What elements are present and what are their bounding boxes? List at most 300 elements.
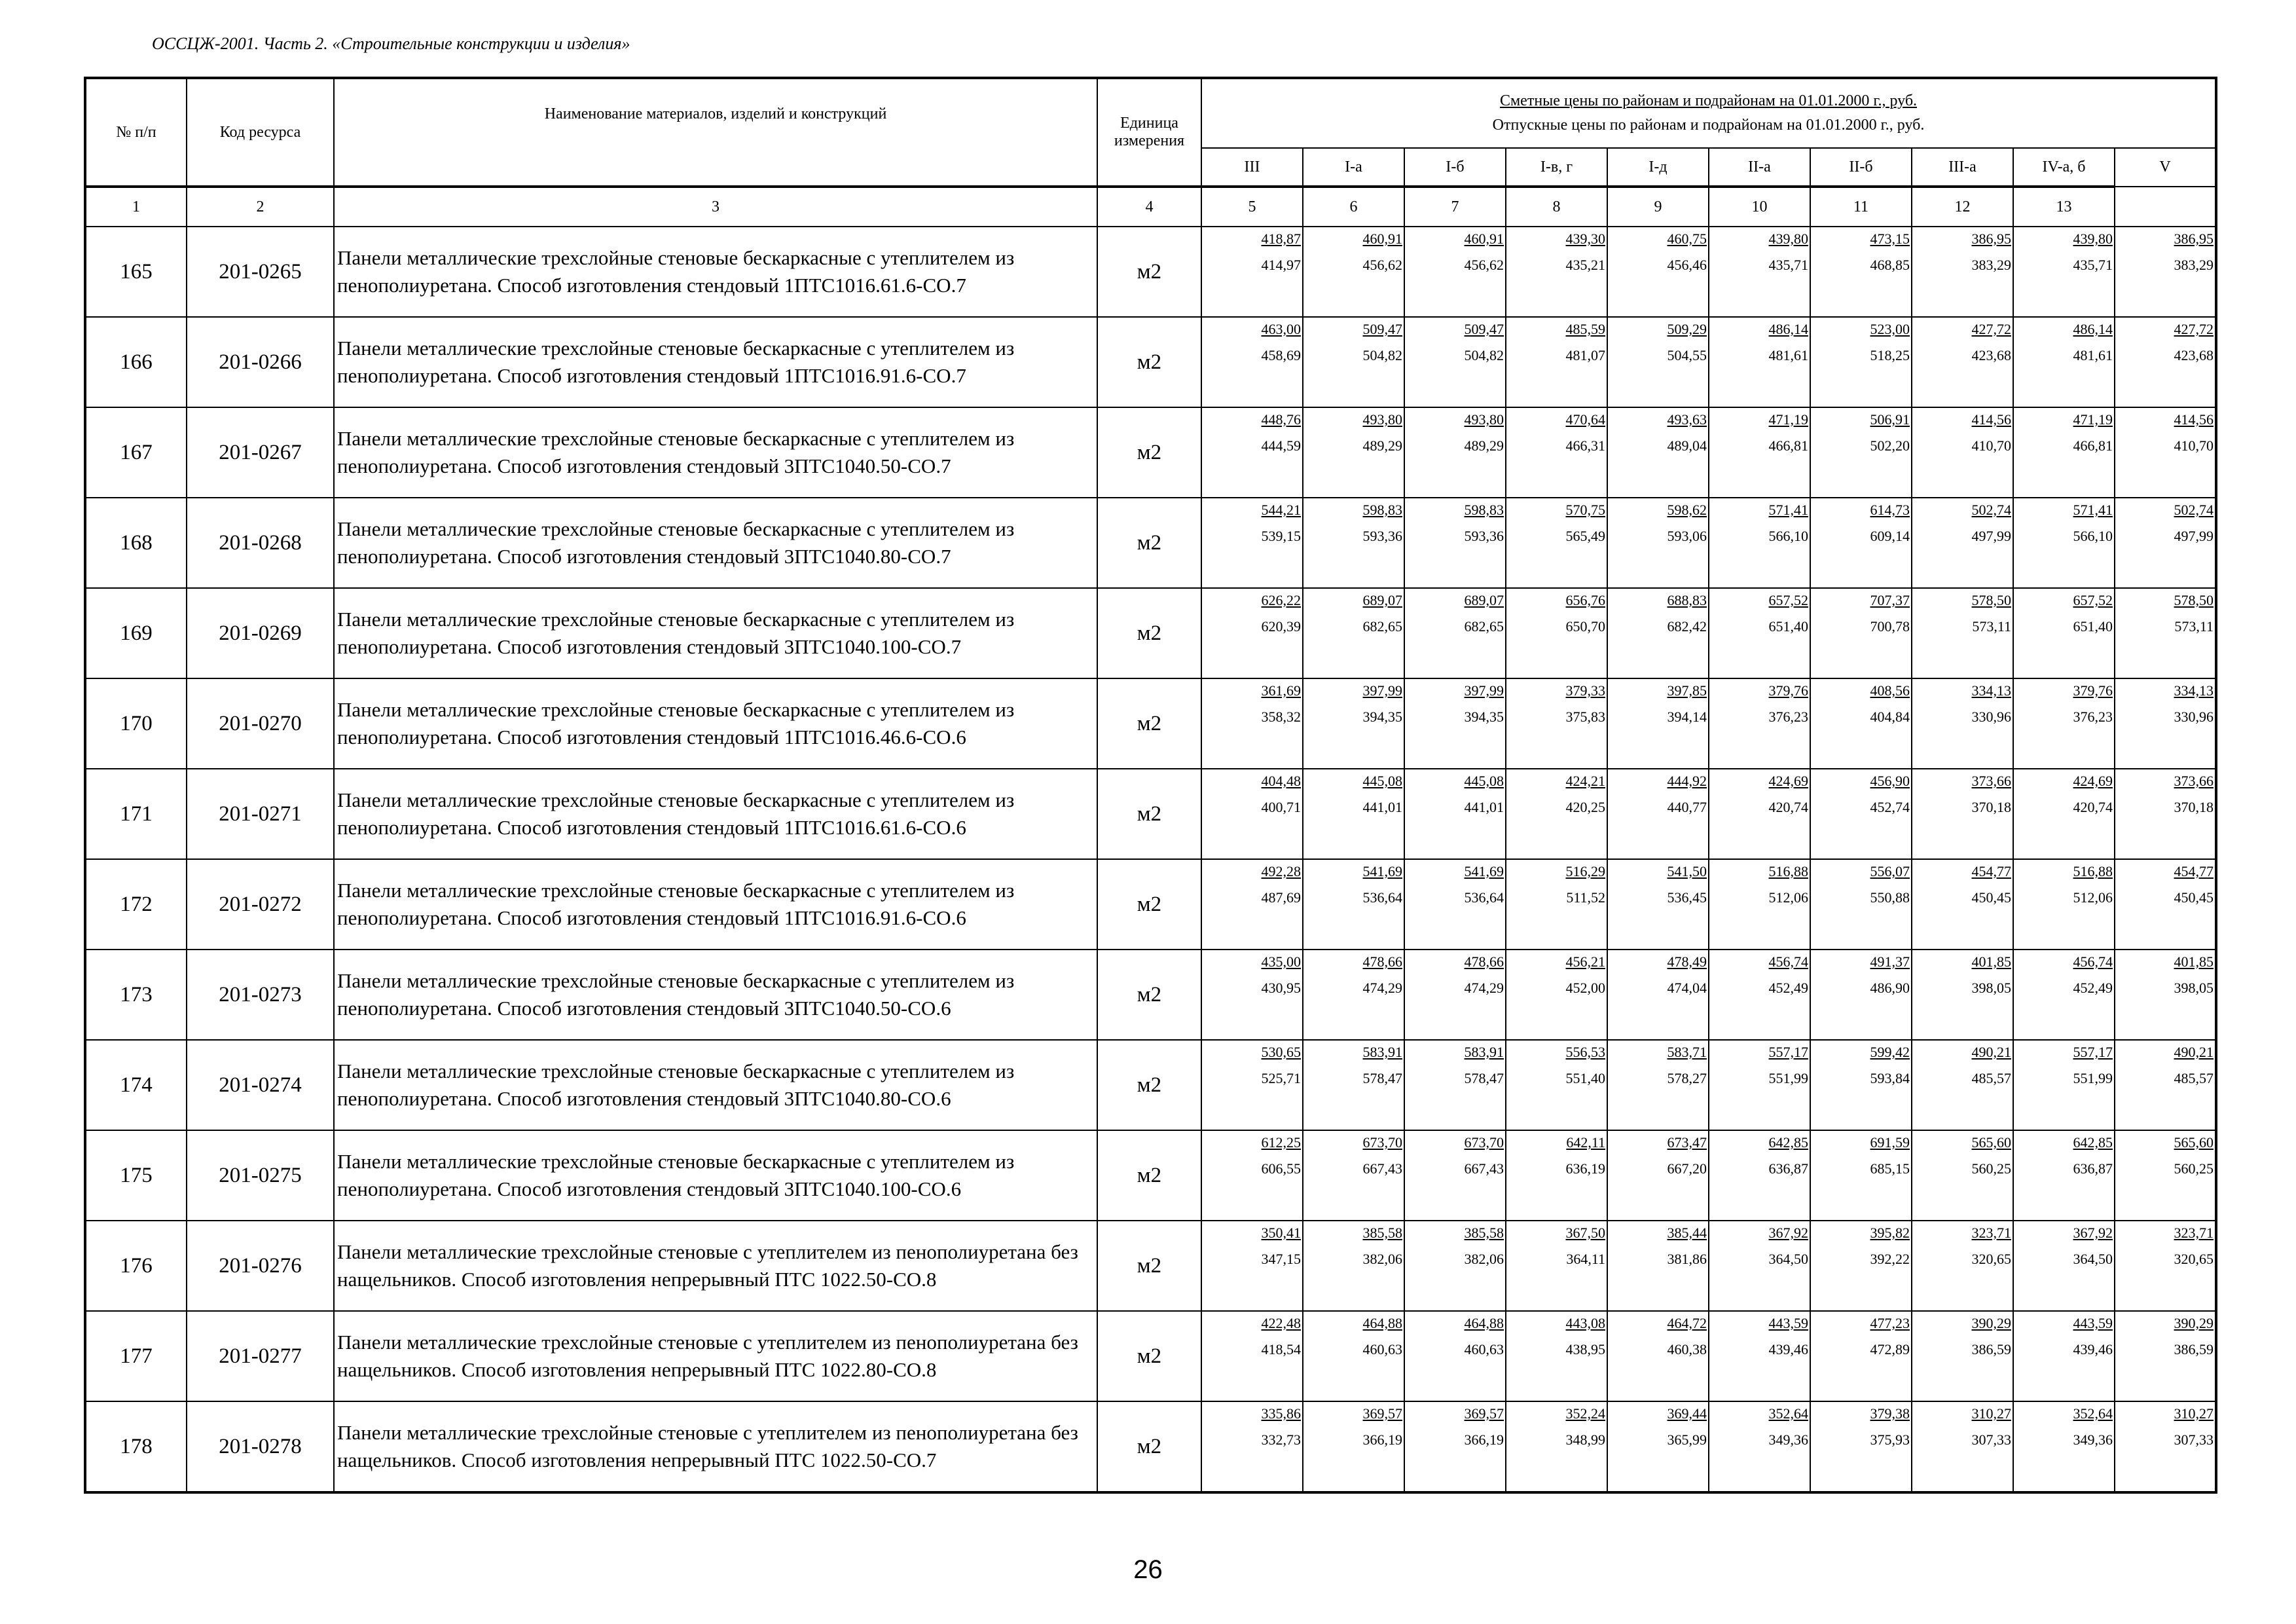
region-header: V: [2115, 148, 2216, 187]
price-cell: [1709, 1311, 1810, 1401]
release-price: 307,33: [1971, 1431, 2011, 1448]
price-cell: [1201, 769, 1303, 859]
release-price: 474,29: [1464, 980, 1504, 996]
estimate-price: 456,74: [2073, 953, 2113, 970]
estimate-price: 493,80: [1464, 411, 1504, 428]
estimate-price: 385,58: [1362, 1225, 1402, 1241]
price-cell: [2013, 1311, 2115, 1401]
price-cell: [2115, 859, 2216, 950]
estimate-price: 571,41: [1768, 502, 1808, 518]
estimate-price: 367,92: [2073, 1225, 2113, 1241]
price-cell: [1810, 1221, 1912, 1311]
price-cell: [1607, 1221, 1709, 1311]
estimate-price: 673,70: [1362, 1134, 1402, 1151]
release-price: 365,99: [1667, 1431, 1707, 1448]
table-row: [85, 317, 2216, 407]
release-price: 609,14: [1870, 528, 1910, 544]
estimate-price: 516,29: [1565, 863, 1605, 879]
release-price: 536,64: [1464, 889, 1504, 906]
estimate-price: 556,53: [1565, 1044, 1605, 1060]
release-price: 474,04: [1667, 980, 1707, 996]
release-price: 485,57: [1971, 1070, 2011, 1086]
release-price: 460,63: [1362, 1341, 1402, 1357]
price-cell: [1709, 950, 1810, 1040]
price-cell: [1810, 950, 1912, 1040]
row-number: 171: [85, 769, 187, 859]
release-price: 650,70: [1565, 618, 1605, 635]
estimate-price: 707,37: [1870, 592, 1910, 608]
price-cell: [2115, 1311, 2216, 1401]
price-cell: [1607, 1401, 1709, 1492]
price-cell: [1506, 1401, 1607, 1492]
price-cell: [1201, 588, 1303, 678]
release-price: 466,81: [2073, 437, 2113, 454]
price-cell: [1404, 317, 1506, 407]
price-cell: [1607, 859, 1709, 950]
resource-code: 201-0273: [187, 950, 334, 1040]
release-price: 420,74: [2073, 799, 2113, 815]
release-price: 435,21: [1565, 257, 1605, 273]
estimate-price: 509,29: [1667, 321, 1707, 337]
release-price: 456,46: [1667, 257, 1707, 273]
estimate-price: 379,38: [1870, 1405, 1910, 1422]
release-price: 460,63: [1464, 1341, 1504, 1357]
resource-code: 201-0276: [187, 1221, 334, 1311]
table-row: [85, 1221, 2216, 1311]
release-price: 452,49: [2073, 980, 2113, 996]
price-cell: [1607, 227, 1709, 317]
estimate-price: 379,33: [1565, 682, 1605, 699]
estimate-price: 478,66: [1362, 953, 1402, 970]
resource-code: 201-0278: [187, 1401, 334, 1492]
price-cell: [1607, 317, 1709, 407]
price-cell: [1709, 1401, 1810, 1492]
estimate-price: 464,72: [1667, 1315, 1707, 1331]
release-price: 394,14: [1667, 709, 1707, 725]
unit-of-measure: м2: [1097, 588, 1201, 678]
price-cell: [1709, 227, 1810, 317]
estimate-price: 448,76: [1261, 411, 1301, 428]
price-cell: [2115, 1401, 2216, 1492]
release-price: 398,05: [2174, 980, 2214, 996]
release-price: 550,88: [1870, 889, 1910, 906]
price-cell: [1404, 950, 1506, 1040]
resource-code: 201-0271: [187, 769, 334, 859]
region-header: I-а: [1303, 148, 1404, 187]
release-price: 481,07: [1565, 347, 1605, 363]
estimate-price: 310,27: [2174, 1405, 2214, 1422]
release-price: 392,22: [1870, 1251, 1910, 1267]
estimate-price: 642,85: [2073, 1134, 2113, 1151]
release-price: 593,84: [1870, 1070, 1910, 1086]
resource-code: 201-0277: [187, 1311, 334, 1401]
release-price: 502,20: [1870, 437, 1910, 454]
release-price: 489,04: [1667, 437, 1707, 454]
release-price: 358,32: [1261, 709, 1301, 725]
release-price: 497,99: [2174, 528, 2214, 544]
price-cell: [2013, 227, 2115, 317]
estimate-price: 397,99: [1464, 682, 1504, 699]
price-cell: [2013, 678, 2115, 769]
estimate-price: 689,07: [1362, 592, 1402, 608]
price-cell: [1506, 950, 1607, 1040]
material-name: Панели металлические трехслойные стеновые бескаркасные с утеплителем из пенополиуретана. Способ изготовления стендовый 3ПТС1040.100-СО.6: [334, 1130, 1097, 1221]
estimate-price: 486,14: [2073, 321, 2113, 337]
price-cell: [1912, 1311, 2013, 1401]
material-name: Панели металлические трехслойные стеновые с утеплителем из пенополиуретана без нащельников. Способ изготовления непрерывный ПТС 1022.50-СО.8: [334, 1221, 1097, 1311]
release-price: 512,06: [2073, 889, 2113, 906]
release-price: 420,74: [1768, 799, 1808, 815]
price-cell: [1506, 1311, 1607, 1401]
estimate-price: 478,49: [1667, 953, 1707, 970]
estimate-price: 334,13: [2174, 682, 2214, 699]
row-number: 169: [85, 588, 187, 678]
estimate-price: 557,17: [1768, 1044, 1808, 1060]
price-cell: [1912, 1401, 2013, 1492]
release-price: 450,45: [2174, 889, 2214, 906]
price-cell: [1709, 678, 1810, 769]
price-cell: [1506, 1130, 1607, 1221]
release-price: 349,36: [1768, 1431, 1808, 1448]
price-cell: [1506, 227, 1607, 317]
release-price: 320,65: [1971, 1251, 2011, 1267]
release-price: 458,69: [1261, 347, 1301, 363]
estimate-price: 492,28: [1261, 863, 1301, 879]
release-price: 468,85: [1870, 257, 1910, 273]
unit-of-measure: м2: [1097, 1130, 1201, 1221]
price-cell: [1201, 227, 1303, 317]
release-price: 511,52: [1566, 889, 1605, 906]
release-price: 410,70: [1971, 437, 2011, 454]
estimate-price: 367,50: [1565, 1225, 1605, 1241]
price-cell: [2013, 407, 2115, 498]
estimate-price: 373,66: [2174, 773, 2214, 789]
price-cell: [2115, 678, 2216, 769]
column-number: 1: [85, 187, 187, 227]
price-cell: [1201, 1040, 1303, 1130]
release-price: 452,74: [1870, 799, 1910, 815]
estimate-price: 571,41: [2073, 502, 2113, 518]
row-number: 176: [85, 1221, 187, 1311]
price-cell: [1506, 407, 1607, 498]
price-cell: [1404, 678, 1506, 769]
release-price: 566,10: [1768, 528, 1808, 544]
price-cell: [1404, 1130, 1506, 1221]
resource-code: 201-0270: [187, 678, 334, 769]
price-cell: [1303, 498, 1404, 588]
table-row: [85, 227, 2216, 317]
release-price: 435,71: [1768, 257, 1808, 273]
estimate-price: 424,21: [1565, 773, 1605, 789]
release-price: 383,29: [2174, 257, 2214, 273]
price-cell: [1810, 1311, 1912, 1401]
price-cell: [1810, 1130, 1912, 1221]
price-cell: [1912, 678, 2013, 769]
release-price: 382,06: [1464, 1251, 1504, 1267]
row-number: 178: [85, 1401, 187, 1492]
estimate-price: 395,82: [1870, 1225, 1910, 1241]
release-price: 578,47: [1464, 1070, 1504, 1086]
release-price: 685,15: [1870, 1160, 1910, 1177]
material-name: Панели металлические трехслойные стеновые бескаркасные с утеплителем из пенополиуретана. Способ изготовления стендовый 1ПТС1016.91.6-СО.6: [334, 859, 1097, 950]
price-cell: [1303, 588, 1404, 678]
unit-of-measure: м2: [1097, 498, 1201, 588]
price-cell: [1912, 1221, 2013, 1311]
price-cell: [1303, 1221, 1404, 1311]
region-header: II-а: [1709, 148, 1810, 187]
release-price: 376,23: [1768, 709, 1808, 725]
release-price: 375,83: [1565, 709, 1605, 725]
release-price: 682,65: [1464, 618, 1504, 635]
estimate-price: 445,08: [1362, 773, 1402, 789]
price-cell: [1506, 769, 1607, 859]
estimate-price: 435,00: [1261, 953, 1301, 970]
release-price: 438,95: [1565, 1341, 1605, 1357]
estimate-price: 310,27: [1971, 1405, 2011, 1422]
release-price: 486,90: [1870, 980, 1910, 996]
estimate-price: 390,29: [2174, 1315, 2214, 1331]
estimate-price: 454,77: [2174, 863, 2214, 879]
release-price: 330,96: [1971, 709, 2011, 725]
price-cell: [1810, 317, 1912, 407]
price-cell: [1506, 317, 1607, 407]
release-price: 364,11: [1566, 1251, 1605, 1267]
release-price: 573,11: [2174, 618, 2214, 635]
estimate-price: 656,76: [1565, 592, 1605, 608]
price-cell: [1404, 769, 1506, 859]
price-cell: [1607, 498, 1709, 588]
price-cell: [1506, 1040, 1607, 1130]
estimate-price: 565,60: [1971, 1134, 2011, 1151]
release-price: 381,86: [1667, 1251, 1707, 1267]
release-price: 472,89: [1870, 1341, 1910, 1357]
column-number: 13: [2013, 187, 2115, 227]
release-price: 504,82: [1362, 347, 1402, 363]
release-price: 466,81: [1768, 437, 1808, 454]
price-cell: [1506, 498, 1607, 588]
estimate-price: 471,19: [2073, 411, 2113, 428]
price-cell: [1709, 769, 1810, 859]
region-header: III-а: [1912, 148, 2013, 187]
price-cell: [1404, 1221, 1506, 1311]
release-price: 410,70: [2174, 437, 2214, 454]
estimate-price: 583,91: [1464, 1044, 1504, 1060]
table-row: [85, 769, 2216, 859]
price-cell: [1912, 317, 2013, 407]
price-cell: [1404, 1311, 1506, 1401]
estimate-price: 509,47: [1464, 321, 1504, 337]
release-price: 456,62: [1362, 257, 1402, 273]
release-price: 364,50: [1768, 1251, 1808, 1267]
estimate-price: 598,62: [1667, 502, 1707, 518]
price-cell: [1201, 950, 1303, 1040]
price-cell: [1201, 407, 1303, 498]
column-number: 5: [1201, 187, 1303, 227]
estimate-price: 556,07: [1870, 863, 1910, 879]
region-header: IV-а, б: [2013, 148, 2115, 187]
release-price: 394,35: [1362, 709, 1402, 725]
header-prices: [1201, 78, 2216, 148]
estimate-price: 443,08: [1565, 1315, 1605, 1331]
price-cell: [1607, 1311, 1709, 1401]
release-price: 518,25: [1870, 347, 1910, 363]
estimate-price: 386,95: [2174, 231, 2214, 247]
release-price: 452,49: [1768, 980, 1808, 996]
estimate-price: 424,69: [2073, 773, 2113, 789]
price-cell: [1607, 588, 1709, 678]
resource-code: 201-0266: [187, 317, 334, 407]
row-number: 173: [85, 950, 187, 1040]
release-price: 489,29: [1362, 437, 1402, 454]
estimate-price: 397,99: [1362, 682, 1402, 699]
release-price: 404,84: [1870, 709, 1910, 725]
price-cell: [1404, 588, 1506, 678]
page-number: 26: [1133, 1555, 1163, 1584]
release-price: 536,64: [1362, 889, 1402, 906]
prices-title-release: Отпускные цены по районам и подрайонам на 01.01.2000 г., руб.: [1492, 117, 1925, 134]
estimate-price: 691,59: [1870, 1134, 1910, 1151]
estimate-price: 443,59: [2073, 1315, 2113, 1331]
price-cell: [1912, 859, 2013, 950]
price-table: [84, 77, 2217, 1494]
estimate-price: 369,57: [1362, 1405, 1402, 1422]
price-cell: [1607, 1040, 1709, 1130]
estimate-price: 367,92: [1768, 1225, 1808, 1241]
price-cell: [1303, 1401, 1404, 1492]
estimate-price: 530,65: [1261, 1044, 1301, 1060]
price-cell: [2013, 1040, 2115, 1130]
resource-code: 201-0275: [187, 1130, 334, 1221]
price-cell: [1709, 588, 1810, 678]
header-unit: Единица измерения: [1097, 78, 1201, 187]
price-cell: [2013, 588, 2115, 678]
unit-of-measure: м2: [1097, 1311, 1201, 1401]
price-cell: [2115, 498, 2216, 588]
release-price: 551,99: [2073, 1070, 2113, 1086]
estimate-price: 642,85: [1768, 1134, 1808, 1151]
estimate-price: 379,76: [2073, 682, 2113, 699]
estimate-price: 397,85: [1667, 682, 1707, 699]
estimate-price: 390,29: [1971, 1315, 2011, 1331]
estimate-price: 583,71: [1667, 1044, 1707, 1060]
release-price: 330,96: [2174, 709, 2214, 725]
price-cell: [1810, 407, 1912, 498]
estimate-price: 689,07: [1464, 592, 1504, 608]
estimate-price: 490,21: [1971, 1044, 2011, 1060]
row-number: 172: [85, 859, 187, 950]
release-price: 382,06: [1362, 1251, 1402, 1267]
estimate-price: 570,75: [1565, 502, 1605, 518]
price-cell: [1810, 588, 1912, 678]
estimate-price: 335,86: [1261, 1405, 1301, 1422]
estimate-price: 373,66: [1971, 773, 2011, 789]
release-price: 439,46: [1768, 1341, 1808, 1357]
table-row: [85, 859, 2216, 950]
material-name: Панели металлические трехслойные стеновые бескаркасные с утеплителем из пенополиуретана. Способ изготовления стендовый 3ПТС1040.50-СО.6: [334, 950, 1097, 1040]
resource-code: 201-0267: [187, 407, 334, 498]
estimate-price: 361,69: [1261, 682, 1301, 699]
price-cell: [1810, 1040, 1912, 1130]
table-row: [85, 588, 2216, 678]
release-price: 370,18: [2174, 799, 2214, 815]
price-cell: [1607, 678, 1709, 769]
estimate-price: 456,21: [1565, 953, 1605, 970]
price-cell: [1404, 227, 1506, 317]
unit-of-measure: м2: [1097, 769, 1201, 859]
estimate-price: 493,80: [1362, 411, 1402, 428]
release-price: 578,27: [1667, 1070, 1707, 1086]
release-price: 485,57: [2174, 1070, 2214, 1086]
release-price: 394,35: [1464, 709, 1504, 725]
release-price: 651,40: [1768, 618, 1808, 635]
column-number: 9: [1607, 187, 1709, 227]
price-cell: [1303, 678, 1404, 769]
estimate-price: 565,60: [2174, 1134, 2214, 1151]
release-price: 560,25: [1971, 1160, 2011, 1177]
release-price: 593,36: [1362, 528, 1402, 544]
row-number: 165: [85, 227, 187, 317]
estimate-price: 477,23: [1870, 1315, 1910, 1331]
price-cell: [1303, 227, 1404, 317]
resource-code: 201-0268: [187, 498, 334, 588]
price-cell: [1709, 317, 1810, 407]
release-price: 682,42: [1667, 618, 1707, 635]
release-price: 430,95: [1261, 980, 1301, 996]
estimate-price: 352,64: [1768, 1405, 1808, 1422]
estimate-price: 599,42: [1870, 1044, 1910, 1060]
estimate-price: 598,83: [1464, 502, 1504, 518]
price-cell: [1709, 1130, 1810, 1221]
estimate-price: 439,30: [1565, 231, 1605, 247]
estimate-price: 439,80: [2073, 231, 2113, 247]
release-price: 375,93: [1870, 1431, 1910, 1448]
estimate-price: 673,70: [1464, 1134, 1504, 1151]
unit-of-measure: м2: [1097, 1401, 1201, 1492]
release-price: 636,87: [1768, 1160, 1808, 1177]
estimate-price: 673,47: [1667, 1134, 1707, 1151]
column-number: 8: [1506, 187, 1607, 227]
estimate-price: 486,14: [1768, 321, 1808, 337]
price-cell: [1709, 859, 1810, 950]
resource-code: 201-0269: [187, 588, 334, 678]
price-cell: [2115, 588, 2216, 678]
release-price: 466,31: [1565, 437, 1605, 454]
price-cell: [1404, 859, 1506, 950]
price-cell: [1506, 678, 1607, 769]
prices-title-estimate: Сметные цены по районам и подрайонам на 01.01.2000 г., руб.: [1499, 92, 1918, 109]
header-num: № п/п: [85, 78, 187, 187]
release-price: 366,19: [1362, 1431, 1402, 1448]
material-name: Панели металлические трехслойные стеновые бескаркасные с утеплителем из пенополиуретана. Способ изготовления стендовый 1ПТС1016.46.6-СО.6: [334, 678, 1097, 769]
price-cell: [1709, 407, 1810, 498]
price-cell: [2013, 498, 2115, 588]
price-cell: [2115, 317, 2216, 407]
price-cell: [2013, 859, 2115, 950]
estimate-price: 516,88: [1768, 863, 1808, 879]
release-price: 560,25: [2174, 1160, 2214, 1177]
material-name: Панели металлические трехслойные стеновые бескаркасные с утеплителем из пенополиуретана. Способ изготовления стендовый 3ПТС1040.50-СО.7: [334, 407, 1097, 498]
column-number: 12: [1912, 187, 2013, 227]
price-cell: [1506, 859, 1607, 950]
row-number: 170: [85, 678, 187, 769]
release-price: 307,33: [2174, 1431, 2214, 1448]
estimate-price: 456,74: [1768, 953, 1808, 970]
release-price: 667,43: [1464, 1160, 1504, 1177]
release-price: 370,18: [1971, 799, 2011, 815]
release-price: 551,40: [1565, 1070, 1605, 1086]
estimate-price: 502,74: [2174, 502, 2214, 518]
release-price: 386,59: [1971, 1341, 2011, 1357]
